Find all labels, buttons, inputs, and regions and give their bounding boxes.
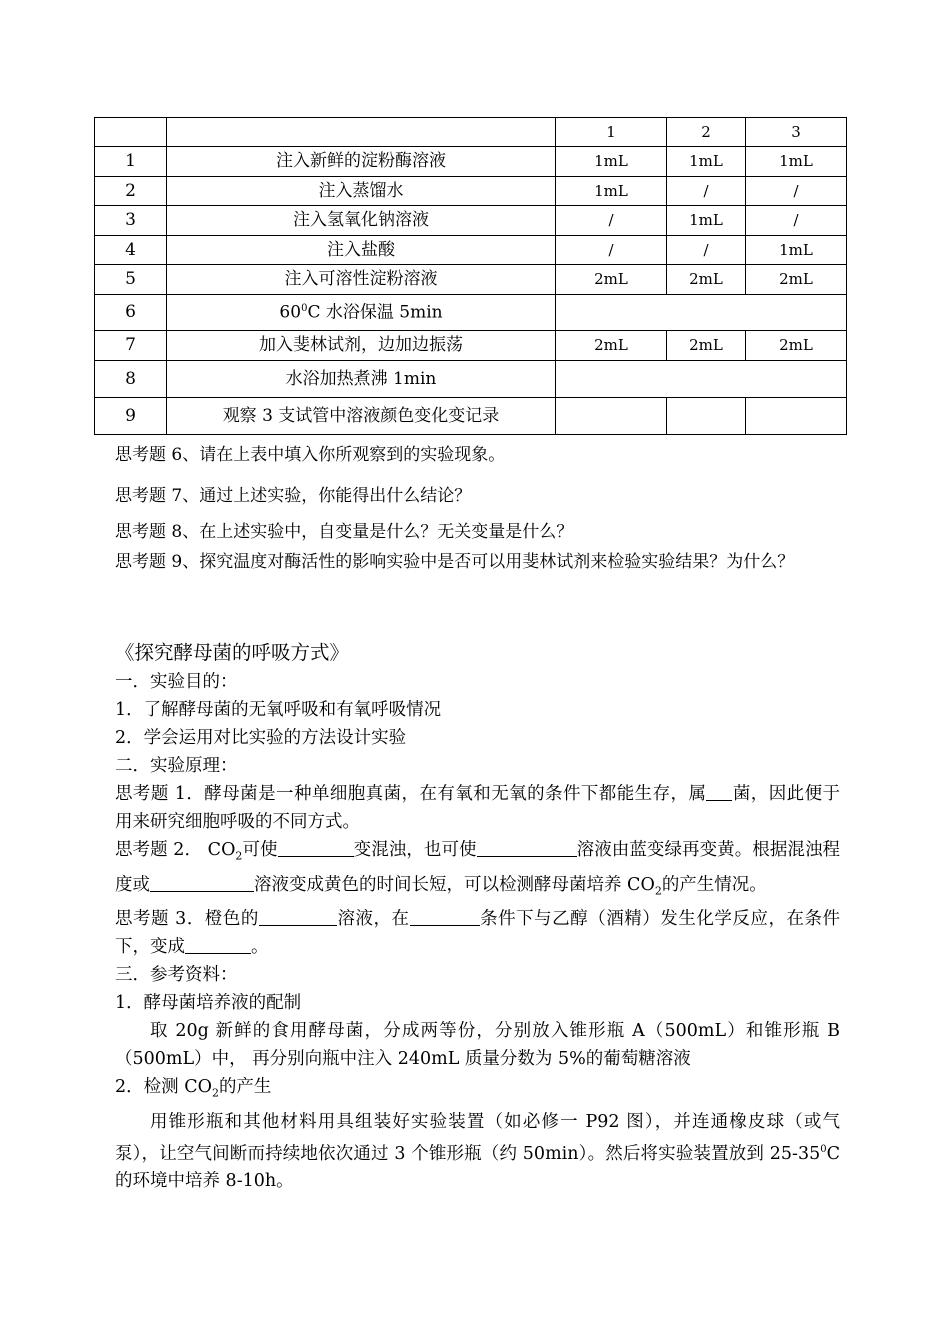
fill-blank[interactable] — [278, 839, 354, 858]
purpose-item-1: 1．了解酵母菌的无氧呼吸和有氧呼吸情况 — [115, 700, 442, 720]
step-text: 注入可溶性淀粉溶液 — [167, 265, 556, 295]
row-number: 4 — [95, 236, 167, 265]
text-segment: 溶液由蓝变绿再变黄。根据混浊程度或 — [115, 840, 841, 895]
cell-tube-3: / — [746, 206, 847, 236]
row-number: 2 — [95, 177, 167, 206]
degree-superscript: 0 — [301, 302, 308, 314]
cell-tube-2 — [667, 398, 746, 435]
subscript: 2 — [235, 849, 243, 863]
text-segment: 思考题 2． CO — [115, 840, 236, 860]
row-number: 5 — [95, 265, 167, 295]
table-row — [95, 361, 847, 398]
table-header-cell — [95, 118, 167, 147]
row-number: 8 — [95, 361, 167, 398]
step-text-part: 60 — [279, 302, 302, 323]
cell-tube-2: 2mL — [667, 331, 746, 361]
text-segment: C 的环境中培养 8-10h。 — [115, 1143, 840, 1192]
fill-blank[interactable] — [185, 936, 251, 955]
row-number: 6 — [95, 295, 167, 331]
text-segment: 的产生 — [218, 1077, 272, 1097]
cell-tube-1: / — [556, 236, 667, 265]
principle-question-2 — [115, 836, 840, 905]
subscript: 2 — [211, 1086, 219, 1100]
reference-item-1: 1．酵母菌培养液的配制 — [115, 993, 302, 1013]
section-title: 《探究酵母菌的呼吸方式》 — [115, 641, 350, 664]
heading-purpose: 一．实验目的： — [115, 672, 238, 692]
row-number: 9 — [95, 398, 167, 435]
table-header-cell — [167, 118, 556, 147]
step-text: 注入氢氧化钠溶液 — [167, 206, 556, 236]
table-header-cell: 2 — [667, 118, 746, 147]
text-segment: 溶液，在 — [336, 909, 410, 929]
row-number: 1 — [95, 147, 167, 177]
cell-tube-3: 2mL — [746, 265, 847, 295]
heading-principle: 二．实验原理： — [115, 756, 238, 776]
merged-empty-cell — [556, 295, 847, 331]
step-text-part: C 水浴保温 5min — [307, 302, 443, 323]
reference-item-1-text: 取 20g 新鲜的食用酵母菌，分成两等份，分别放入锥形瓶 A（500mL）和锥形瓶 B（500mL）中， 再分别向瓶中注入 240mL 质量分数为 5%的葡萄糖溶液 — [115, 1021, 840, 1069]
question-9: 思考题 9、探究温度对酶活性的影响实验中是否可以用斐林试剂来检验实验结果？为什么？ — [115, 552, 795, 572]
reference-item-2-text — [115, 1108, 840, 1196]
text-segment: 溶液变成黄色的时间长短，可以检测酵母菌培养 CO — [254, 874, 655, 895]
cell-tube-2: 1mL — [667, 147, 746, 177]
text-segment: 用锥形瓶和其他材料用具组装好实验装置（如必修一 P92 图），并连通橡皮球（或气泵），让空气间断而持续地依次通过 3 个锥形瓶（约 50min）。然后将实验装置放到 25-35 — [115, 1111, 840, 1164]
table-row — [95, 331, 847, 361]
cell-tube-1: 1mL — [556, 147, 667, 177]
step-text: 观察 3 支试管中溶液颜色变化变记录 — [167, 398, 556, 435]
step-text: 注入蒸馏水 — [167, 177, 556, 206]
row-number: 3 — [95, 206, 167, 236]
table-row — [95, 295, 847, 331]
text-segment: 思考题 1．酵母菌是一种单细胞真菌，在有氧和无氧的条件下都能生存，属 — [115, 784, 707, 804]
cell-tube-2: / — [667, 177, 746, 206]
table-row — [95, 236, 847, 265]
step-text — [167, 295, 556, 331]
cell-tube-3: / — [746, 177, 847, 206]
text-segment: 条件下与乙醇（酒精）发生化学反应，在条件下，变成 — [115, 909, 841, 957]
fill-blank[interactable] — [477, 839, 577, 858]
cell-tube-1 — [556, 398, 667, 435]
cell-tube-3: 1mL — [746, 147, 847, 177]
cell-tube-2: / — [667, 236, 746, 265]
cell-tube-1: 2mL — [556, 331, 667, 361]
table-header-row — [95, 118, 847, 147]
cell-tube-3: 2mL — [746, 331, 847, 361]
question-8: 思考题 8、在上述实验中，自变量是什么？无关变量是什么？ — [115, 522, 574, 542]
step-text: 加入斐林试剂，边加边振荡 — [167, 331, 556, 361]
text-segment: 的产生情况。 — [661, 874, 767, 895]
experiment-table — [94, 117, 847, 435]
text-segment: 。 — [251, 937, 269, 957]
table-row — [95, 177, 847, 206]
question-7: 思考题 7、通过上述实验，你能得出什么结论？ — [115, 486, 472, 506]
yeast-respiration-section — [115, 638, 840, 1195]
heading-reference: 三．参考资料： — [115, 965, 238, 985]
text-segment: 思考题 3．橙色的 — [115, 909, 259, 929]
fill-blank[interactable] — [706, 783, 732, 802]
step-text: 注入盐酸 — [167, 236, 556, 265]
step-text: 水浴加热煮沸 1min — [167, 361, 556, 398]
text-segment: 变混浊，也可使 — [353, 840, 477, 860]
purpose-item-2: 2．学会运用对比实验的方法设计实验 — [115, 728, 407, 748]
table-header-cell: 1 — [556, 118, 667, 147]
principle-question-3 — [115, 905, 840, 961]
text-segment: 可使 — [242, 840, 278, 860]
cell-tube-1: 2mL — [556, 265, 667, 295]
step-text: 注入新鲜的淀粉酶溶液 — [167, 147, 556, 177]
cell-tube-3: 1mL — [746, 236, 847, 265]
fill-blank[interactable] — [410, 908, 480, 927]
cell-tube-1: 1mL — [556, 177, 667, 206]
cell-tube-3 — [746, 398, 847, 435]
text-segment: 菌，因此便于用来研究细胞呼吸的不同方式。 — [115, 784, 841, 832]
row-number: 7 — [95, 331, 167, 361]
table-row — [95, 206, 847, 236]
cell-tube-2: 2mL — [667, 265, 746, 295]
fill-blank[interactable] — [150, 873, 254, 892]
table-row — [95, 265, 847, 295]
merged-empty-cell — [556, 361, 847, 398]
degree-superscript: 0 — [820, 1143, 827, 1155]
reference-item-2 — [115, 1073, 840, 1108]
question-6: 思考题 6、请在上表中填入你所观察到的实验现象。 — [115, 445, 506, 465]
fill-blank[interactable] — [259, 908, 337, 927]
table-row — [95, 147, 847, 177]
table-row — [95, 398, 847, 435]
principle-question-1 — [115, 780, 840, 836]
subscript: 2 — [654, 884, 662, 897]
cell-tube-1: / — [556, 206, 667, 236]
cell-tube-2: 1mL — [667, 206, 746, 236]
text-segment: 2．检测 CO — [115, 1077, 212, 1097]
table-header-cell: 3 — [746, 118, 847, 147]
